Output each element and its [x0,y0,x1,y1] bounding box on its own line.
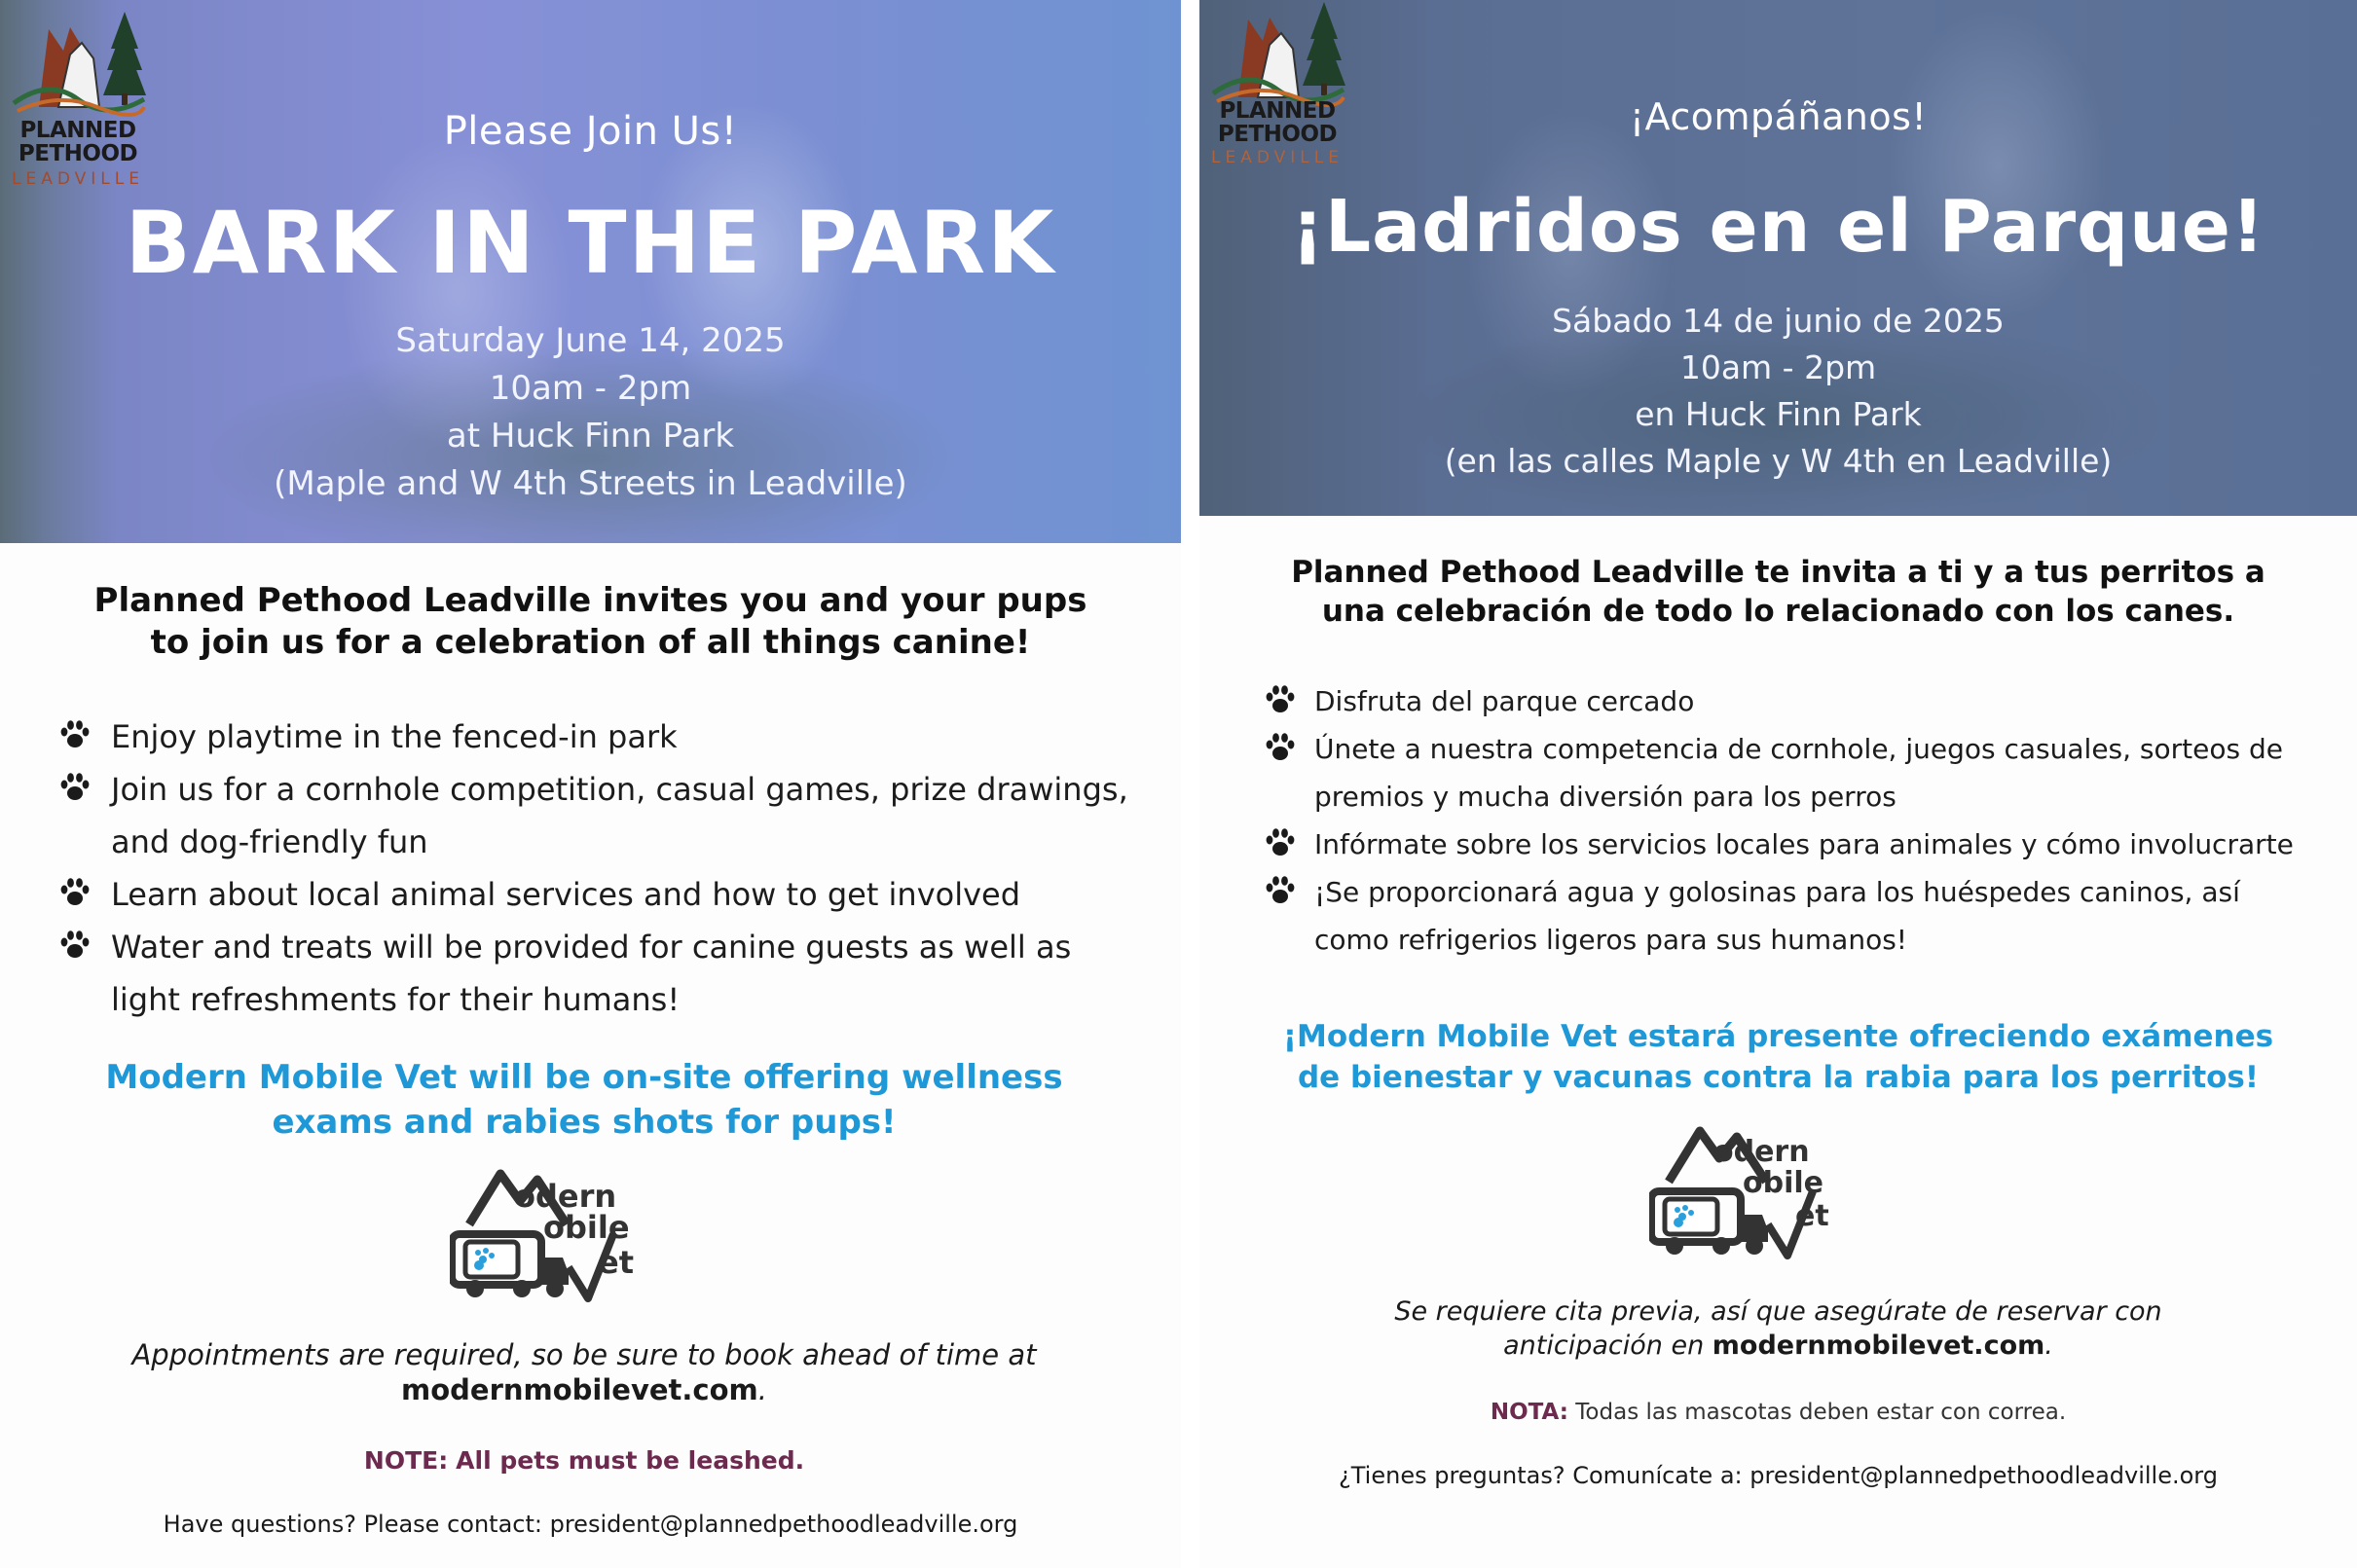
activities-list [1264,677,2344,964]
list-item-text-cont: light refreshments for their humans! [111,981,681,1018]
list-item [58,763,1149,868]
paw-print-icon [1264,731,1297,764]
vet-logo-word-vet: et [598,1244,634,1281]
logo-line-pethood: PETHOOD [1217,122,1338,147]
vet-line-2: exams and rabies shots for pups! [272,1103,897,1142]
headline-line-2: to join us for a celebration of all things canine! [150,623,1031,662]
paw-print-icon [58,929,92,962]
note-label: NOTE: [363,1446,449,1475]
vet-announcement [58,1055,1110,1145]
event-banner [1199,0,2357,516]
vet-logo-word-vet: et [1795,1199,1829,1233]
list-item [1264,725,2344,820]
banner-date: Sábado 14 de junio de 2025 [1552,302,2005,340]
banner-title: BARK IN THE PARK [125,193,1056,293]
logo-line-pethood: PETHOOD [18,141,138,166]
logo-line-planned: PLANNED [19,118,136,143]
banner-date: Saturday June 14, 2025 [395,321,786,360]
flyer-spanish [1199,0,2357,1568]
website-link[interactable]: modernmobilevet.com [1712,1331,2045,1361]
appointment-prefix: anticipación en [1503,1331,1705,1361]
banner-streets: (Maple and W 4th Streets in Leadville) [274,464,907,503]
paw-print-icon [1264,826,1297,859]
list-item-text: Water and treats will be provided for canine guests as well as [111,929,1072,966]
headline-line-1: Planned Pethood Leadville te invita a ti y a tus perritos a [1291,555,2265,590]
paw-print-icon [58,718,92,751]
banner-place: at Huck Finn Park [446,417,735,456]
appointment-note [1219,1295,2338,1363]
list-item-text-cont: and dog-friendly fun [111,823,428,860]
list-item-text-cont: premios y mucha diversión para los perros [1314,781,1897,813]
contact-line: ¿Tienes preguntas? Comunícate a: president@plannedpethoodleadville.org [1339,1462,2218,1489]
invitation-headline [1219,553,2338,631]
logo-line-leadville: LEADVILLE [1211,148,1344,167]
vet-announcement [1219,1016,2338,1098]
banner-kicker: Please Join Us! [443,109,738,154]
paw-print-icon [58,771,92,804]
list-item-text: Enjoy playtime in the fenced-in park [111,718,678,755]
headline-line-2: una celebración de todo lo relacionado con los canes. [1321,594,2235,629]
banner-place: en Huck Finn Park [1635,395,1922,433]
logo-line-planned: PLANNED [1219,98,1336,124]
modern-mobile-vet-logo [1649,1127,1883,1263]
list-item [1264,677,2344,725]
planned-pethood-art-icon [10,10,146,117]
paw-print-icon [1264,874,1297,907]
planned-pethood-logo [1199,0,1355,185]
vet-line-1: Modern Mobile Vet will be on-site offering wellness [105,1058,1063,1097]
vet-logo-word-mobile: obile [543,1209,630,1246]
banner-time: 10am - 2pm [1679,348,1877,386]
appointment-note [58,1337,1110,1407]
list-item [1264,820,2344,868]
list-item-text-cont: como refrigerios ligeros para sus humanos! [1314,924,1908,956]
appointment-line-1: Appointments are required, so be sure to book ahead of time at [131,1338,1037,1371]
list-item [58,868,1149,921]
invitation-headline [39,580,1142,664]
banner-streets: (en las calles Maple y W 4th en Leadville) [1444,442,2113,480]
note-label: NOTA: [1490,1400,1568,1425]
list-item-text: Únete a nuestra competencia de cornhole, juegos casuales, sorteos de [1314,733,2283,765]
banner-kicker: ¡Acompáñanos! [1629,95,1928,138]
note-text: All pets must be leashed. [456,1446,805,1475]
list-item-text: Infórmate sobre los servicios locales para animales y cómo involucrarte [1314,828,2294,860]
note-text: Todas las mascotas deben estar con correa. [1575,1400,2067,1425]
appointment-end: . [2044,1331,2053,1361]
modern-mobile-vet-logo [450,1164,683,1310]
paw-print-icon [58,876,92,909]
list-item [58,711,1149,763]
vet-logo-word-modern: odern [1713,1135,1810,1169]
vet-logo-word-modern: odern [514,1178,617,1215]
appointment-line-1: Se requiere cita previa, así que asegúrate de reservar con [1394,1296,2162,1327]
list-item-text: ¡Se proporcionará agua y golosinas para los huéspedes caninos, así [1314,876,2240,908]
website-link[interactable]: modernmobilevet.com [401,1373,758,1406]
paw-print-icon [1264,683,1297,716]
vet-line-2: de bienestar y vacunas contra la rabia para los perritos! [1297,1060,2260,1095]
planned-pethood-logo [0,10,156,195]
leash-note [58,1446,1110,1475]
list-item-text: Learn about local animal services and how to get involved [111,876,1021,913]
list-item-text: Join us for a cornhole competition, casual games, prize drawings, [111,771,1128,808]
banner-title: ¡Ladridos en el Parque! [1291,185,2265,269]
activities-list [58,711,1149,1026]
list-item-text: Disfruta del parque cercado [1314,685,1695,717]
appointment-end: . [757,1373,767,1406]
contact-line: Have questions? Please contact: president@plannedpethoodleadville.org [163,1511,1018,1538]
logo-line-leadville: LEADVILLE [12,169,144,189]
list-item [58,921,1149,1026]
event-banner [0,0,1181,543]
leash-note [1219,1400,2338,1425]
banner-time: 10am - 2pm [489,369,692,408]
planned-pethood-art-icon [1209,0,1345,107]
headline-line-1: Planned Pethood Leadville invites you and your pups [93,581,1087,620]
vet-line-1: ¡Modern Mobile Vet estará presente ofreciendo exámenes [1282,1019,2274,1054]
list-item [1264,868,2344,964]
vet-logo-word-mobile: obile [1743,1166,1823,1200]
